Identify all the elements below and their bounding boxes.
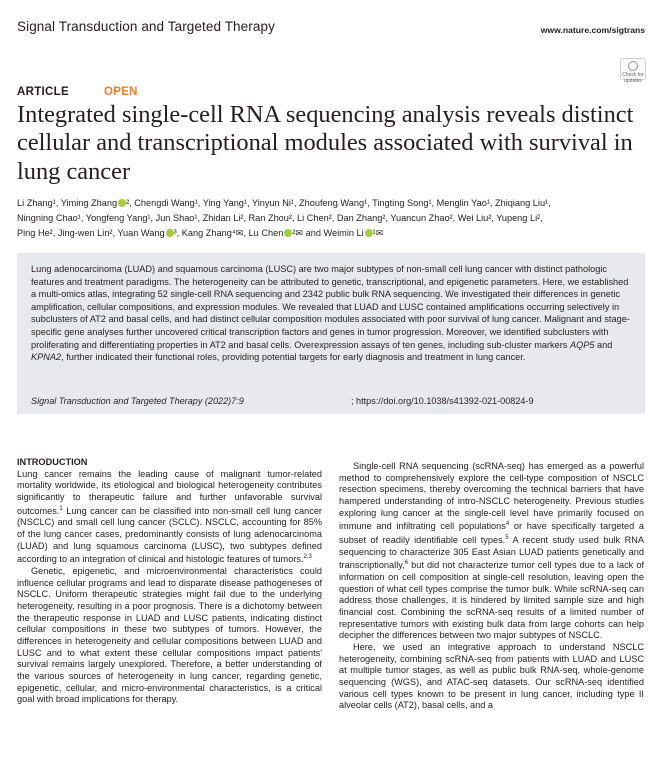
authors-text: ³, Kang Zhang⁴✉, Lu Chen	[173, 228, 284, 238]
abstract-text	[31, 263, 631, 364]
paragraph: Genetic, epigenetic, and microenvironmental characteristics could influence cellular programs and lead to disparate disease pathogeneses of NSCLC. Uniform therapeutic strategies might fail due to the underlying heterogeneity, resulting in a poor prognosis. There is a dichotomy between the therapeutic response in LUAD and LUSC patients, indicating distinct cellular compositions in these two subtypes of tumors. However, the differences in heterogeneity and cellular compositions between LUAD and LUSC and to what extent these cellular compositions impact patients' survival remains largely unexplored. Therefore, a better understanding of the various sources of heterogeneity in lung cancer, regarding genetic, epigenetic, cellular, and micro-environmental characteristics, is a critical goal with broad implications for therapy.	[17, 566, 322, 705]
paragraph-text: Single-cell RNA sequencing (scRNA-seq) has emerged as a powerful method to comprehensively explore the cell-type composition of NSCLC resection specimens, thereby overcoming the technical barriers that have hampered understanding of intro-NSCLC heterogeneity. Previous studies exploring lung cancer at the single-cell level have primarily focused on immune and infiltrating cell populations	[339, 461, 644, 532]
paragraph	[339, 461, 644, 642]
authors-text: Ping He², Jing-wen Lin², Yuan Wang	[17, 228, 165, 238]
left-column	[17, 457, 322, 706]
paragraph-text: but did not characterize tumor cell types due to a lack of information on cell composition at single-cell resolution, leaving open the question of what cell types comprise the tumor bulk. While scRNA-seq can address those challenges, it is hindered by limited sample size and high financial cost. Combining the scRNA-seq results of a limited number of representative tumors with existing bulk data from large cohorts can help decipher the differences between two major subtypes of NSCLC.	[339, 560, 644, 641]
paragraph: Here, we used an integrative approach to understand NSCLC heterogeneity, combining scRNA-seq from patients with LUAD and LUSC at multiple tumor stages, as well as public bulk RNA-seq, whole-genome sequencing (WGS), and ATAC-seq datasets. Our scRNA-seq identified various cell types known to be present in lung cancer, including type II alveolar cells (AT2), basal cells, and a	[339, 642, 644, 711]
abstract-part: Lung adenocarcinoma (LUAD) and squamous carcinoma (LUSC) are two major subtypes of non-small cell lung cancer with distinct pathologic features and treatment paradigms. The heterogeneity can be attributed to genetic, transcriptional, and epigenetic parameters. Here, we established a multi-omics atlas, integrating 52 single-cell RNA sequencing and 2342 public bulk RNA sequencing. We investigated their differences in genetic amplification, cellular compositions, and expression modules. We revealed that LUAD and LUSC contained amplifications occurring selectively in subclusters of AT2 and basal cells, and had distinct cellular composition modules associated with poor survival of lung cancer. Malignant and stage-specific gene analyses further uncovered critical transcription factors and genes in tumor progression. Moreover, we identified subclusters with proliferating and differentiating properties in AT2 and basal cells. Overexpression assays of ten genes, including sub-cluster markers	[31, 264, 630, 350]
journal-url[interactable]: www.nature.com/sigtrans	[540, 25, 645, 35]
abstract-part: and	[594, 339, 613, 350]
gene-name: KPNA2	[31, 352, 62, 363]
paragraph-text: A recent study used bulk RNA sequencing to characterize 305 East Asian LUAD patients genetically and transcriptionally,	[339, 535, 644, 571]
paragraph-text: Lung cancer can be classified into non-small cell lung cancer (NSCLC) and small cell lung cancer (SCLC). NSCLC, accounting for 85% of the lung cancer cases, predominantly consists of lung adenocarcinoma (LUAD) and lung squamous carcinoma (LUSC), two subtypes defined according to an integration of clinical and histologic features of tumors.	[17, 505, 322, 565]
paragraph	[17, 469, 322, 566]
authors-text: ²✉ and Weimin Li	[292, 228, 364, 238]
author-list	[17, 196, 647, 241]
reference-link[interactable]: 1	[59, 505, 63, 512]
orcid-icon[interactable]	[118, 199, 126, 207]
journal-name: Signal Transduction and Targeted Therapy	[17, 19, 275, 34]
reference-link[interactable]: 6	[404, 560, 409, 567]
reference-link[interactable]: 4	[505, 521, 510, 528]
gene-name: AQP5	[569, 339, 595, 350]
check-updates-label: Check for updates	[622, 72, 644, 84]
paragraph-text: Lung cancer remains the leading cause of malignant tumor-related mortality worldwide, its etiological and biological heterogeneity contributes significantly to therapeutic failure and further unfavorable survival outcomes.	[17, 468, 322, 516]
orcid-icon[interactable]	[365, 229, 373, 237]
abstract-box	[17, 253, 645, 414]
section-heading: INTRODUCTION	[17, 457, 88, 467]
check-updates-button[interactable]	[620, 58, 646, 84]
authors-text: Li Zhang¹, Yiming Zhang	[17, 198, 118, 208]
article-type: ARTICLE	[17, 86, 69, 98]
orcid-icon[interactable]	[166, 229, 174, 237]
reference-link[interactable]: 2,3	[303, 554, 312, 561]
right-column	[339, 461, 644, 712]
article-title: Integrated single-cell RNA sequencing analysis reveals distinct cellular and transcriptional modules associated with survival in lung cancer	[17, 101, 634, 185]
open-access-label: OPEN	[104, 86, 138, 98]
doi-link[interactable]: ; https://doi.org/10.1038/s41392-021-00824-9	[351, 396, 534, 406]
reference-link[interactable]: 5	[505, 535, 509, 541]
citation: Signal Transduction and Targeted Therapy (2022)7:9	[31, 396, 244, 406]
paragraph-text: or have specifically targeted a subset of readily identifiable cell types.	[339, 521, 644, 546]
authors-text: ², Chengdi Wang¹, Ying Yang¹, Yinyun Ni¹, Zhoufeng Wang¹, Tingting Song¹, Menglin Yao¹, Zhiqiang Liu¹,	[126, 198, 551, 208]
authors-text: ¹✉	[372, 228, 384, 238]
abstract-part: , further indicated their functional roles, providing potential targets for early diagnosis and treatment in lung cancer.	[61, 352, 526, 363]
authors-text: Ningning Chao¹, Yongfeng Yang¹, Jun Shao¹, Zhidan Li², Ran Zhou², Li Chen², Dan Zhang², Yuancun Zhao², Wei Liu², Yupeng Li²,	[17, 213, 543, 223]
check-updates-icon	[628, 61, 638, 71]
